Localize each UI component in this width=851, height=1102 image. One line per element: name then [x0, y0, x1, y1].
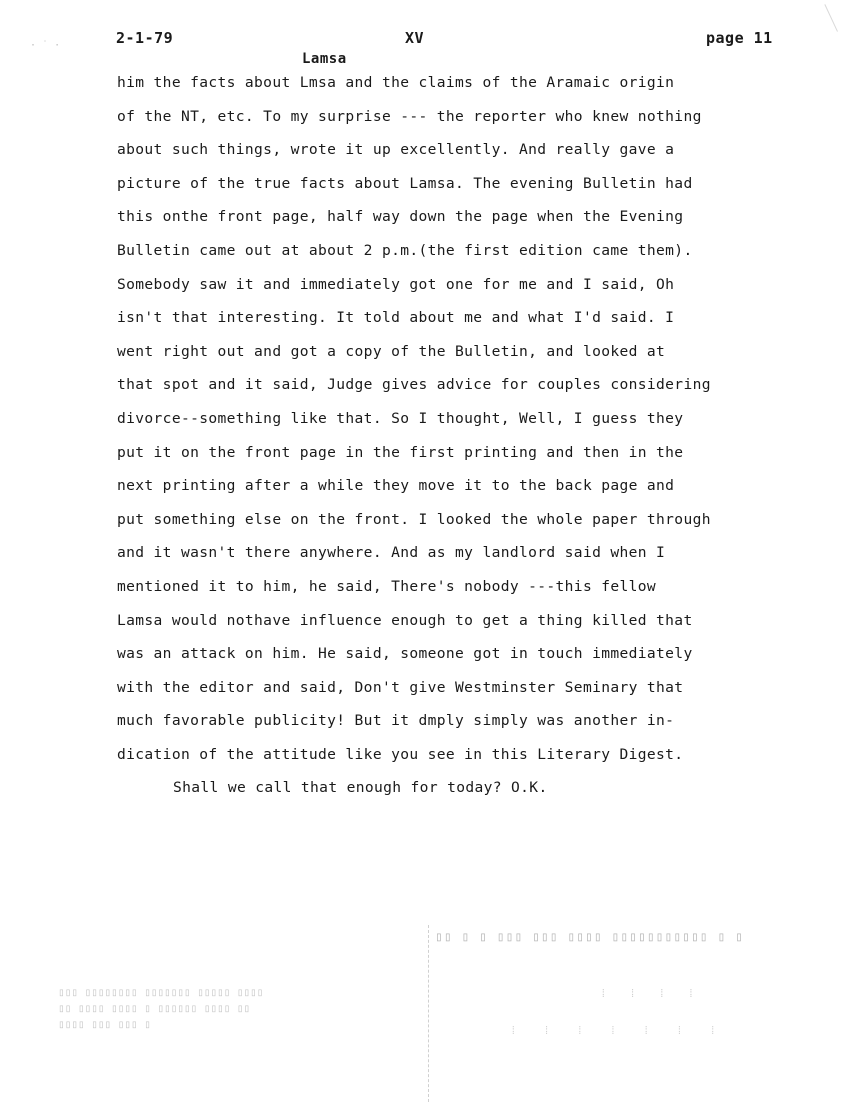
bleed-through-artifact: ▯▯ ▯ ▯ ▯▯▯ ▯▯▯ ▯▯▯▯ ▯▯▯▯▯▯▯▯▯▯▯ ▯ ▯	[435, 930, 744, 945]
text-line: and it wasn't there anywhere. And as my landlord said when I	[117, 544, 666, 562]
scan-specks: · ˙ ·	[30, 40, 61, 51]
text-line: him the facts about Lmsa and the claims of the Aramaic origin	[117, 74, 675, 91]
scan-corner-mark	[824, 0, 850, 32]
text-line: Bulletin came out at about 2 p.m.(the first edition came them).	[117, 241, 693, 259]
text-line: of the NT, etc. To my surprise --- the reporter who knew nothing	[117, 107, 702, 125]
text-line: dication of the attitude like you see in this Literary Digest.	[117, 745, 684, 763]
text-line: divorce--something like that. So I thought, Well, I guess they	[117, 409, 684, 427]
text-line: about such things, wrote it up excellently. And really gave a	[117, 141, 675, 159]
header-topic: Lamsa	[302, 51, 347, 67]
bleed-through-divider	[428, 925, 429, 1102]
text-line: Somebody saw it and immediately got one for me and I said, Oh	[117, 275, 675, 293]
closing-line: Shall we call that enough for today? O.K.	[173, 779, 548, 797]
text-line: picture of the true facts about Lamsa. The evening Bulletin had	[117, 174, 693, 192]
text-line: put it on the front page in the first printing and then in the	[117, 443, 684, 461]
text-line: this onthe front page, half way down the page when the Evening	[117, 208, 684, 226]
text-line: Lamsa would nothave influence enough to get a thing killed that	[117, 611, 693, 629]
bleed-through-artifact: ⁞ ⁞ ⁞ ⁞ ⁞ ⁞ ⁞	[510, 1023, 726, 1036]
text-line: that spot and it said, Judge gives advice for couples considering	[117, 376, 711, 394]
bleed-through-artifact: ▯▯▯▯ ▯▯▯ ▯▯▯ ▯ ▯▯ ▯▯▯▯ ▯▯▯▯ ▯ ▯▯▯▯▯▯ ▯▯▯▯ ▯▯ ▯▯▯ ▯▯▯▯▯▯▯▯ ▯▯▯▯▯▯▯ ▯▯▯▯▯ ▯▯▯▯	[58, 987, 264, 1032]
header-chapter: XV	[405, 29, 425, 47]
text-line: next printing after a while they move it to the back page and	[117, 477, 675, 495]
text-line: went right out and got a copy of the Bulletin, and looked at	[117, 342, 666, 360]
transcript-body	[117, 66, 807, 805]
text-line: isn't that interesting. It told about me and what I'd said. I	[117, 309, 675, 327]
text-line: was an attack on him. He said, someone got in touch immediately	[117, 645, 693, 663]
text-line: with the editor and said, Don't give Westminster Seminary that	[117, 678, 684, 696]
bleed-through-artifact: ⁞ ⁞ ⁞ ⁞	[600, 986, 703, 999]
text-line: much favorable publicity! But it dmply simply was another in-	[117, 712, 675, 730]
header-page-number: page 11	[706, 29, 773, 47]
text-line: mentioned it to him, he said, There's nobody ---this fellow	[117, 577, 657, 595]
text-line: put something else on the front. I looked the whole paper through	[117, 510, 711, 528]
header-date: 2-1-79	[116, 29, 174, 47]
